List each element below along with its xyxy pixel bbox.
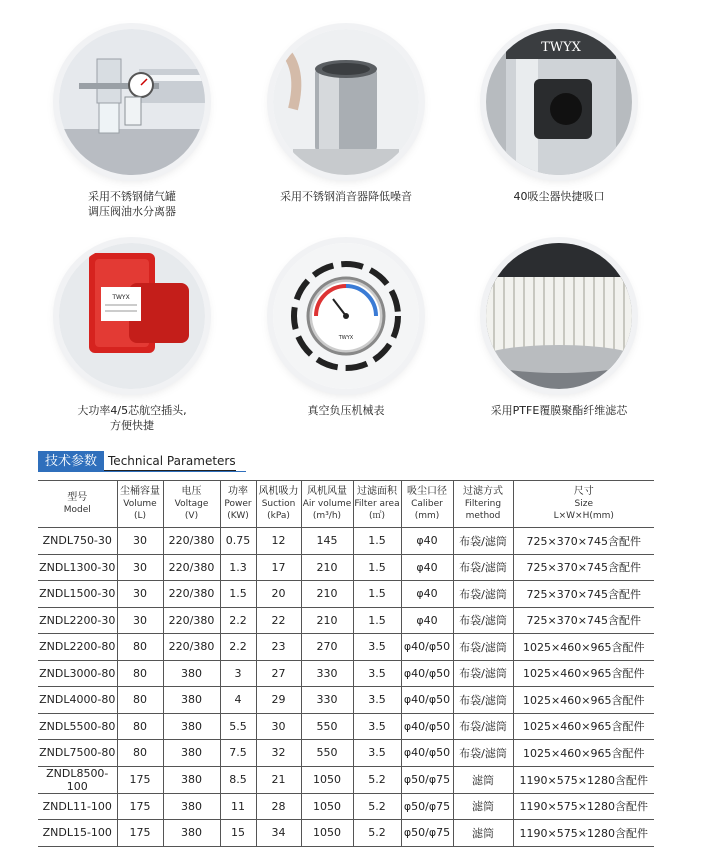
table-cell: ZNDL8500-100	[38, 766, 117, 793]
table-header-1	[117, 481, 163, 528]
brand-text: TWYX	[541, 40, 581, 55]
feature-plug	[17, 243, 247, 433]
header-unit: (m³/h)	[312, 511, 342, 521]
table-cell: 1050	[301, 793, 353, 820]
table-cell: ZNDL1500-30	[38, 581, 117, 608]
table-cell: 220/380	[163, 607, 220, 634]
table-cell: φ40/φ50	[401, 634, 453, 661]
table-cell: 1050	[301, 766, 353, 793]
table-cell: 8.5	[220, 766, 256, 793]
table-row	[38, 528, 654, 555]
header-en: Filtering	[464, 499, 502, 509]
table-header-6	[353, 481, 401, 528]
header-cn: 尘桶容量	[120, 486, 160, 497]
table-cell: 1.3	[220, 554, 256, 581]
table-cell: 4	[220, 687, 256, 714]
table-header-5	[301, 481, 353, 528]
table-cell: 380	[163, 740, 220, 767]
table-cell: 1190×575×1280含配件	[513, 793, 654, 820]
feature-tank	[17, 29, 247, 219]
table-cell: 1050	[301, 820, 353, 847]
table-cell: 5.2	[353, 820, 401, 847]
table-cell: 80	[117, 740, 163, 767]
header-cn: 过滤面积	[357, 486, 397, 497]
table-cell: 80	[117, 713, 163, 740]
table-cell: 380	[163, 820, 220, 847]
header-unit: L×W×H(mm)	[553, 511, 614, 521]
table-header-9	[513, 481, 654, 528]
table-cell: 2.2	[220, 634, 256, 661]
table-header-0	[38, 481, 117, 528]
table-cell: 1.5	[220, 581, 256, 608]
table-cell: 725×370×745含配件	[513, 554, 654, 581]
header-cn: 尺寸	[573, 486, 594, 497]
table-cell: 1.5	[353, 581, 401, 608]
header-cn: 电压	[181, 486, 202, 497]
table-cell: 23	[256, 634, 301, 661]
table-cell: φ50/φ75	[401, 766, 453, 793]
muffler-caption: 采用不锈钢消音器降低噪音	[280, 190, 412, 203]
table-cell: 3.5	[353, 660, 401, 687]
table-row	[38, 713, 654, 740]
table-cell: 175	[117, 766, 163, 793]
table-cell: 175	[117, 820, 163, 847]
table-cell: 220/380	[163, 554, 220, 581]
table-cell: φ50/φ75	[401, 820, 453, 847]
table-header-8	[453, 481, 513, 528]
table-header-7	[401, 481, 453, 528]
table-cell: 滤筒	[453, 766, 513, 793]
table-cell: 1025×460×965含配件	[513, 660, 654, 687]
gauge-caption: 真空负压机械表	[307, 404, 385, 417]
table-cell: 220/380	[163, 528, 220, 555]
table-cell: 1025×460×965含配件	[513, 713, 654, 740]
header-cn: 过滤方式	[463, 486, 503, 497]
header-unit: (L)	[133, 511, 147, 521]
table-cell: φ40	[401, 528, 453, 555]
table-cell: 210	[301, 581, 353, 608]
header-unit: (KW)	[227, 511, 249, 521]
table-header-4	[256, 481, 301, 528]
table-cell: 1025×460×965含配件	[513, 634, 654, 661]
table-cell: 滤筒	[453, 820, 513, 847]
header-en: Power	[224, 499, 252, 509]
header-cn: 功率	[228, 486, 248, 497]
table-cell: 30	[117, 554, 163, 581]
table-cell: 30	[117, 581, 163, 608]
table-row	[38, 634, 654, 661]
header-en: Suction	[261, 499, 296, 509]
table-cell: 330	[301, 687, 353, 714]
table-cell: 1190×575×1280含配件	[513, 820, 654, 847]
inlet-caption: 40吸尘器快捷吸口	[513, 190, 605, 203]
table-cell: ZNDL15-100	[38, 820, 117, 847]
header-cn: 风机风量	[307, 486, 347, 497]
table-cell: 175	[117, 793, 163, 820]
header-cn: 吸尘口径	[407, 486, 447, 497]
table-cell: ZNDL4000-80	[38, 687, 117, 714]
table-cell: 0.75	[220, 528, 256, 555]
table-cell: 380	[163, 766, 220, 793]
table-cell: 11	[220, 793, 256, 820]
header-unit: (㎡)	[368, 511, 386, 521]
muffler-image	[273, 29, 419, 175]
table-cell: 1.5	[353, 528, 401, 555]
table-cell: 550	[301, 713, 353, 740]
table-body	[38, 528, 654, 847]
table-cell: 380	[163, 687, 220, 714]
table-row	[38, 793, 654, 820]
table-cell: 布袋/滤筒	[453, 528, 513, 555]
section-divider	[38, 471, 246, 472]
table-cell: 1.5	[353, 607, 401, 634]
filter-image	[486, 243, 632, 389]
table-cell: 270	[301, 634, 353, 661]
table-cell: ZNDL2200-80	[38, 634, 117, 661]
table-cell: 12	[256, 528, 301, 555]
feature-muffler	[231, 29, 461, 204]
section-header	[38, 449, 236, 471]
table-cell: 1025×460×965含配件	[513, 740, 654, 767]
table-cell: 3.5	[353, 634, 401, 661]
table-cell: φ50/φ75	[401, 793, 453, 820]
header-en: Voltage	[174, 499, 209, 509]
section-title-en: Technical Parameters	[104, 449, 236, 471]
table-cell: 550	[301, 740, 353, 767]
table-cell: φ40	[401, 581, 453, 608]
table-cell: ZNDL7500-80	[38, 740, 117, 767]
table-cell: 17	[256, 554, 301, 581]
table-cell: 7.5	[220, 740, 256, 767]
table-cell: 3.5	[353, 740, 401, 767]
header-unit: (mm)	[414, 511, 440, 521]
table-cell: 145	[301, 528, 353, 555]
table-cell: 布袋/滤筒	[453, 581, 513, 608]
table-cell: φ40/φ50	[401, 740, 453, 767]
table-cell: φ40	[401, 607, 453, 634]
table-cell: φ40	[401, 554, 453, 581]
table-row	[38, 766, 654, 793]
header-en: Filter area	[354, 499, 400, 509]
table-cell: φ40/φ50	[401, 660, 453, 687]
table-cell: 29	[256, 687, 301, 714]
header-en: Caliber	[411, 499, 443, 509]
table-cell: 80	[117, 660, 163, 687]
table-cell: ZNDL1300-30	[38, 554, 117, 581]
table-cell: 210	[301, 607, 353, 634]
table-cell: 布袋/滤筒	[453, 634, 513, 661]
spec-table	[38, 480, 654, 847]
table-cell: 30	[256, 713, 301, 740]
table-cell: 1.5	[353, 554, 401, 581]
table-cell: ZNDL5500-80	[38, 713, 117, 740]
header-en: Model	[63, 505, 91, 515]
table-row	[38, 660, 654, 687]
plug-brand-text: TWYX	[112, 294, 130, 301]
table-row	[38, 740, 654, 767]
header-en: Air volume	[302, 499, 352, 509]
table-cell: 80	[117, 687, 163, 714]
gauge-image	[273, 243, 419, 389]
gauge-brand-text: TWYX	[338, 335, 354, 341]
table-cell: 5.2	[353, 793, 401, 820]
table-cell: 34	[256, 820, 301, 847]
table-header-3	[220, 481, 256, 528]
table-cell: 28	[256, 793, 301, 820]
table-cell: 3.5	[353, 713, 401, 740]
table-cell: 5.2	[353, 766, 401, 793]
table-cell: ZNDL2200-30	[38, 607, 117, 634]
table-cell: 布袋/滤筒	[453, 554, 513, 581]
table-cell: 380	[163, 660, 220, 687]
table-cell: 1190×575×1280含配件	[513, 766, 654, 793]
table-cell: 30	[117, 607, 163, 634]
table-cell: 32	[256, 740, 301, 767]
table-cell: 380	[163, 793, 220, 820]
table-cell: 22	[256, 607, 301, 634]
table-cell: 220/380	[163, 581, 220, 608]
table-cell: 布袋/滤筒	[453, 713, 513, 740]
table-cell: ZNDL11-100	[38, 793, 117, 820]
table-cell: 380	[163, 713, 220, 740]
inlet-image	[486, 29, 632, 175]
header-cn: 风机吸力	[258, 486, 299, 497]
table-cell: 布袋/滤筒	[453, 660, 513, 687]
table-cell: 725×370×745含配件	[513, 581, 654, 608]
table-cell: 布袋/滤筒	[453, 687, 513, 714]
table-cell: 1025×460×965含配件	[513, 687, 654, 714]
table-cell: 3.5	[353, 687, 401, 714]
header-cn: 型号	[67, 492, 88, 503]
table-cell: 20	[256, 581, 301, 608]
plug-image	[59, 243, 205, 389]
table-row	[38, 687, 654, 714]
table-cell: ZNDL750-30	[38, 528, 117, 555]
table-row	[38, 820, 654, 847]
table-cell: φ40/φ50	[401, 713, 453, 740]
table-cell: 27	[256, 660, 301, 687]
table-cell: 725×370×745含配件	[513, 528, 654, 555]
table-header-2	[163, 481, 220, 528]
table-header-row	[38, 481, 654, 528]
table-cell: 滤筒	[453, 793, 513, 820]
plug-caption: 大功率4/5芯航空插头, 方便快捷	[77, 404, 187, 432]
feature-filter	[444, 243, 674, 418]
table-row	[38, 581, 654, 608]
table-cell: 220/380	[163, 634, 220, 661]
table-cell: 725×370×745含配件	[513, 607, 654, 634]
table-row	[38, 607, 654, 634]
table-cell: 330	[301, 660, 353, 687]
table-cell: 3	[220, 660, 256, 687]
filter-caption: 采用PTFE覆膜聚酯纤维滤芯	[490, 404, 628, 417]
header-unit: (kPa)	[267, 511, 290, 521]
table-cell: 布袋/滤筒	[453, 607, 513, 634]
table-cell: φ40/φ50	[401, 687, 453, 714]
tank-caption: 采用不锈钢储气罐 调压阀油水分离器	[88, 190, 176, 218]
table-cell: 30	[117, 528, 163, 555]
feature-inlet	[444, 29, 674, 204]
header-unit: method	[465, 511, 501, 521]
feature-gauge	[231, 243, 461, 418]
section-title-cn: 技术参数	[38, 451, 104, 472]
table-cell: 5.5	[220, 713, 256, 740]
table-cell: 210	[301, 554, 353, 581]
table-row	[38, 554, 654, 581]
tank-regulator-image	[59, 29, 205, 175]
header-unit: (V)	[184, 511, 199, 521]
table-cell: 80	[117, 634, 163, 661]
table-cell: 15	[220, 820, 256, 847]
table-cell: 布袋/滤筒	[453, 740, 513, 767]
header-en: Size	[574, 499, 593, 509]
table-cell: 2.2	[220, 607, 256, 634]
table-cell: 21	[256, 766, 301, 793]
header-en: Volume	[123, 499, 157, 509]
table-cell: ZNDL3000-80	[38, 660, 117, 687]
